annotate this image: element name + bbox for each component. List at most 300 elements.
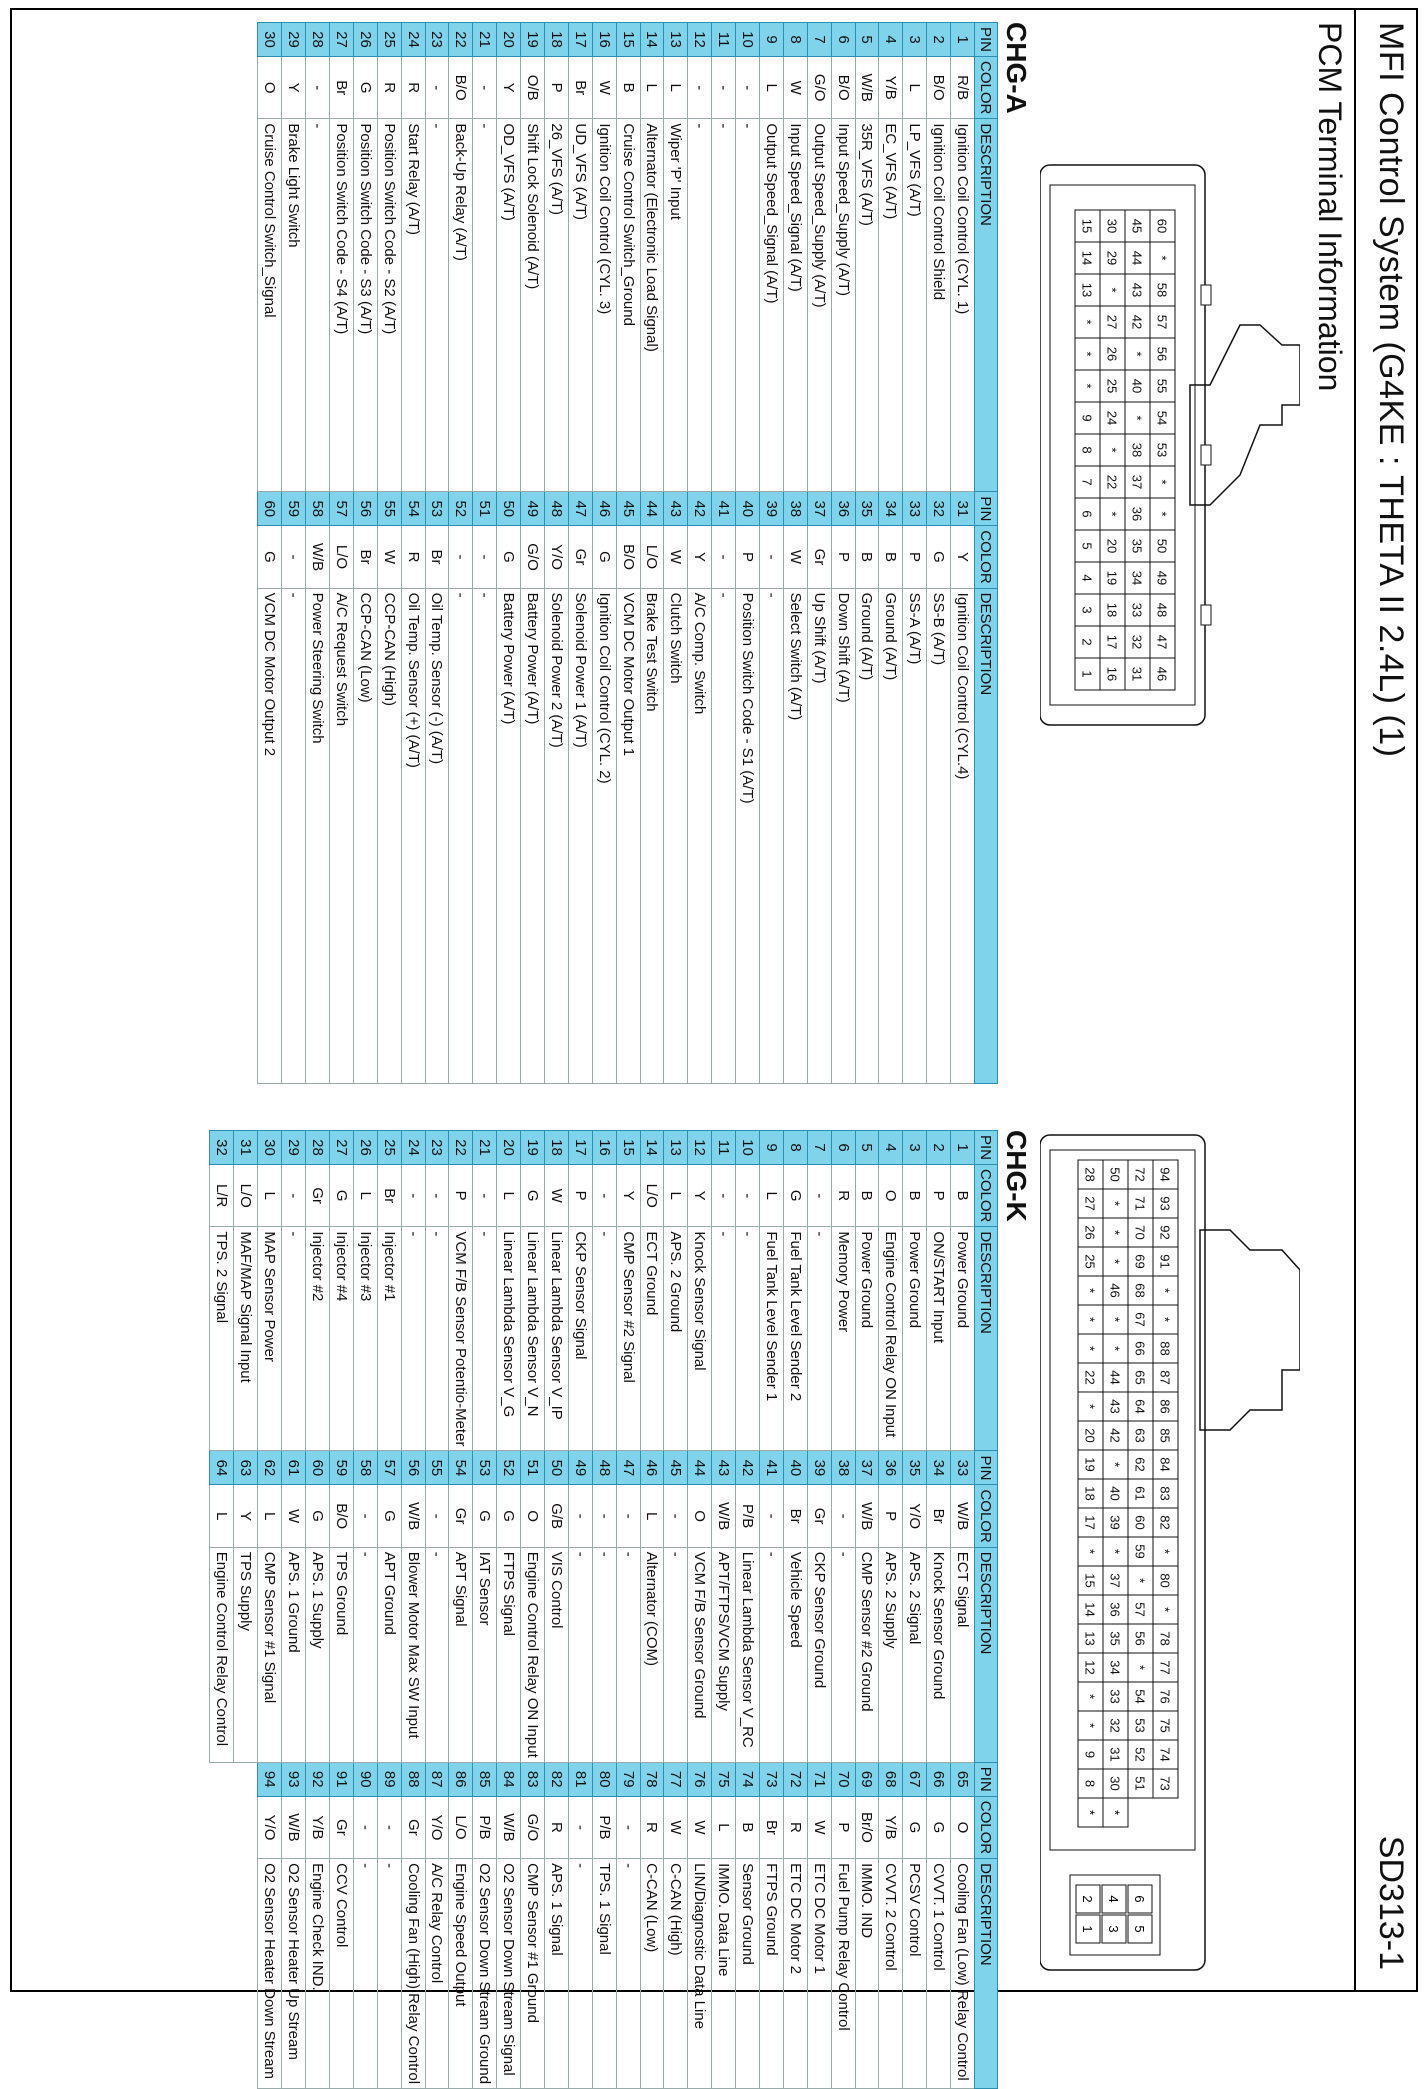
wire-color: L/O xyxy=(329,526,353,588)
pin-number: 93 xyxy=(282,1762,306,1796)
pin-number: 30 xyxy=(258,23,282,57)
pin-number: 33 xyxy=(951,1451,975,1485)
pin-label: 29 xyxy=(1104,250,1120,266)
column-header: COLOR xyxy=(975,526,998,588)
wire-color: G xyxy=(377,1485,401,1547)
wire-color: R xyxy=(831,1165,855,1227)
pin-description: Start Relay (A/T) xyxy=(401,119,425,492)
pin-number: 27 xyxy=(329,1131,353,1165)
pin-label: 28 xyxy=(1082,1167,1098,1182)
pin-number: 71 xyxy=(807,1762,831,1796)
wire-color: - xyxy=(353,1796,377,1858)
pin-number: 31 xyxy=(234,1131,258,1165)
wire-color: G xyxy=(927,1796,951,1858)
wire-color: B xyxy=(903,1165,927,1227)
connector-latch xyxy=(1200,1230,1300,1430)
pin-label: 32 xyxy=(1107,1718,1123,1733)
table-row xyxy=(759,1131,783,2089)
pin-number: 47 xyxy=(616,1451,640,1485)
pin-label: * xyxy=(1082,1316,1098,1323)
wire-color: - xyxy=(616,1485,640,1547)
pin-description: Down Shift (A/T) xyxy=(831,588,855,1083)
pin-number: 89 xyxy=(377,1762,401,1796)
pin-description: CKP Sensor Ground xyxy=(807,1547,831,1762)
wire-color: W/B xyxy=(497,1796,521,1858)
pin-label: 84 xyxy=(1157,1457,1173,1472)
wire-color: W xyxy=(783,526,807,588)
pin-label: 75 xyxy=(1157,1718,1173,1733)
wire-color: G xyxy=(329,1165,353,1227)
pin-label: 30 xyxy=(1107,1776,1123,1791)
pin-number: 3 xyxy=(903,23,927,57)
pin-label: 53 xyxy=(1154,442,1170,458)
pin-number: 18 xyxy=(544,1131,568,1165)
pin-number: 11 xyxy=(712,23,736,57)
pin-label: 14 xyxy=(1082,1602,1098,1617)
pin-description: TPS Supply xyxy=(234,1547,258,1762)
pin-description: SS-B (A/T) xyxy=(927,588,951,1083)
wire-color: G xyxy=(353,57,377,119)
pin-label: 83 xyxy=(1157,1486,1173,1501)
pin-label: 86 xyxy=(1157,1399,1173,1414)
table-row xyxy=(473,23,497,1084)
pin-number: 84 xyxy=(497,1762,521,1796)
pin-number: 16 xyxy=(592,23,616,57)
wire-color: Y xyxy=(688,1165,712,1227)
pin-description: Brake Light Switch xyxy=(282,119,306,492)
pin-label: 56 xyxy=(1154,346,1170,362)
wire-color: Y/B xyxy=(879,57,903,119)
pin-label: * xyxy=(1154,255,1170,261)
pin-description: Cruise Control Switch_Ground xyxy=(616,119,640,492)
pin-description: O2 Sensor Down Stream Signal xyxy=(497,1859,521,2089)
pin-label: 66 xyxy=(1132,1341,1148,1356)
connector-key xyxy=(1201,445,1211,465)
pin-description: - xyxy=(282,588,306,1083)
pin-description: ETC DC Motor 1 xyxy=(807,1859,831,2089)
wire-color: - xyxy=(592,1165,616,1227)
wire-color: - xyxy=(282,526,306,588)
pin-number: 80 xyxy=(592,1762,616,1796)
wire-color: - xyxy=(473,57,497,119)
pin-number: 41 xyxy=(712,492,736,526)
pin-number: 60 xyxy=(306,1451,330,1485)
pin-label: 71 xyxy=(1132,1196,1148,1211)
pin-description: SS-A (A/T) xyxy=(903,588,927,1083)
pin-number: 63 xyxy=(234,1451,258,1485)
wire-color: W xyxy=(592,57,616,119)
table-row xyxy=(377,1131,401,2089)
pin-description: Ignition Coil Control (CYL.4) xyxy=(951,588,975,1083)
pin-number: 48 xyxy=(544,492,568,526)
pin-description: - xyxy=(736,1227,760,1451)
wire-color: G xyxy=(306,1485,330,1547)
pin-description: ON/START Input xyxy=(927,1227,951,1451)
pin-description: O2 Sensor Heater Up Stream xyxy=(282,1859,306,2089)
wire-color: Y xyxy=(497,57,521,119)
pin-label: 17 xyxy=(1104,634,1120,650)
wire-color: R xyxy=(401,526,425,588)
wire-color: Gr xyxy=(807,526,831,588)
pin-number: 46 xyxy=(592,492,616,526)
pin-label: 18 xyxy=(1104,602,1120,618)
pin-number: 35 xyxy=(855,492,879,526)
pin-description: Input Speed_Supply (A/T) xyxy=(831,119,855,492)
pin-description: - xyxy=(712,588,736,1083)
pin-label: 33 xyxy=(1107,1689,1123,1704)
pin-number: 4 xyxy=(879,23,903,57)
wire-color: L/O xyxy=(640,1165,664,1227)
pin-label: * xyxy=(1107,1809,1123,1816)
pin-number: 65 xyxy=(951,1762,975,1796)
table-row xyxy=(903,1131,927,2089)
pin-label: 46 xyxy=(1107,1283,1123,1298)
wire-color: - xyxy=(592,1485,616,1547)
pin-description: A/C Request Switch xyxy=(329,588,353,1083)
wire-color: G/O xyxy=(807,57,831,119)
pin-label: 94 xyxy=(1157,1167,1173,1182)
wire-color: Br xyxy=(353,526,377,588)
table-row xyxy=(903,23,927,1084)
pin-description: C-CAN (Low) xyxy=(640,1859,664,2089)
connector-latch xyxy=(1190,325,1300,505)
pin-description: - xyxy=(473,1227,497,1451)
pin-number: 21 xyxy=(473,23,497,57)
pin-label: 47 xyxy=(1154,634,1170,650)
wire-color: L xyxy=(759,1165,783,1227)
chg-a-label: CHG-A xyxy=(1001,22,1032,114)
pin-number: 60 xyxy=(258,492,282,526)
wire-color: R xyxy=(401,57,425,119)
pin-label: 6 xyxy=(1079,510,1095,518)
chg-k-table xyxy=(210,1130,999,2089)
pin-label: 87 xyxy=(1157,1370,1173,1385)
column-header: PIN xyxy=(975,492,998,526)
pin-description: Fuel Tank Level Sender 1 xyxy=(759,1227,783,1451)
wire-color: O xyxy=(688,1485,712,1547)
pin-label: 62 xyxy=(1132,1457,1148,1472)
table-row xyxy=(951,23,975,1084)
wire-color: Gr xyxy=(401,1796,425,1858)
pin-label: 92 xyxy=(1157,1225,1173,1240)
column-header: DESCRIPTION xyxy=(975,1859,998,2089)
pin-label: 4 xyxy=(1106,1895,1121,1903)
wire-color: Br xyxy=(329,57,353,119)
pin-label: 88 xyxy=(1157,1341,1173,1356)
table-row xyxy=(497,23,521,1084)
pin-number: 18 xyxy=(544,23,568,57)
pin-number: 44 xyxy=(640,492,664,526)
wire-color: W xyxy=(664,526,688,588)
header-divider xyxy=(1354,8,1356,1992)
pin-number: 86 xyxy=(449,1762,473,1796)
pin-number: 29 xyxy=(282,23,306,57)
pin-number: 51 xyxy=(521,1451,545,1485)
pin-label: 43 xyxy=(1107,1399,1123,1414)
table-row xyxy=(712,23,736,1084)
table-row xyxy=(377,23,401,1084)
column-header: COLOR xyxy=(975,1165,998,1227)
pin-number: 26 xyxy=(353,23,377,57)
pin-description: Injector #1 xyxy=(377,1227,401,1451)
wire-color: R xyxy=(544,1796,568,1858)
table-row xyxy=(616,1131,640,2089)
pin-description: Up Shift (A/T) xyxy=(807,588,831,1083)
pin-description: CMP Sensor #1 Signal xyxy=(258,1547,282,1762)
pin-number: 47 xyxy=(568,492,592,526)
wire-color: Y/O xyxy=(903,1485,927,1547)
pin-number: 90 xyxy=(353,1762,377,1796)
pin-description: APT/FTPS/VCM Supply xyxy=(712,1547,736,1762)
pin-description: Oil Temp. Sensor (+) (A/T) xyxy=(401,588,425,1083)
pin-label: 18 xyxy=(1082,1486,1098,1501)
pin-label: * xyxy=(1082,1693,1098,1700)
pin-label: 69 xyxy=(1132,1254,1148,1269)
pin-number: 73 xyxy=(759,1762,783,1796)
pin-description: - xyxy=(831,1547,855,1762)
pin-label: 91 xyxy=(1157,1254,1173,1269)
wire-color: L xyxy=(759,57,783,119)
pin-description: Fuel Pump Relay Control xyxy=(831,1859,855,2089)
pin-description: Ignition Coil Control (CYL. 3) xyxy=(592,119,616,492)
wire-color: L xyxy=(664,1165,688,1227)
pin-label: 30 xyxy=(1104,218,1120,234)
pin-label: 67 xyxy=(1132,1312,1148,1327)
pin-number: 56 xyxy=(401,1451,425,1485)
wire-color: B xyxy=(616,57,640,119)
table-row xyxy=(807,1131,831,2089)
column-header: COLOR xyxy=(975,1485,998,1547)
pin-description: Solenoid Power 2 (A/T) xyxy=(544,588,568,1083)
table-row xyxy=(449,1131,473,2089)
pin-number: 11 xyxy=(712,1131,736,1165)
pin-number: 74 xyxy=(736,1762,760,1796)
pin-label: 25 xyxy=(1082,1254,1098,1269)
pin-description: - xyxy=(759,1547,783,1762)
pin-label: * xyxy=(1157,1287,1173,1294)
table-row xyxy=(425,23,449,1084)
pin-description: - xyxy=(425,1227,449,1451)
pin-description: Linear Lambda Sensor V_IP xyxy=(544,1227,568,1451)
wire-color: G xyxy=(783,1165,807,1227)
pin-label: 36 xyxy=(1107,1602,1123,1617)
table-row xyxy=(664,23,688,1084)
table-row xyxy=(568,1131,592,2089)
pin-description: Position Switch Code - S1 (A/T) xyxy=(736,588,760,1083)
table-row xyxy=(353,1131,377,2089)
pin-number: 26 xyxy=(353,1131,377,1165)
wire-color: - xyxy=(425,1485,449,1547)
pin-number: 28 xyxy=(306,1131,330,1165)
pin-description: 26_VFS (A/T) xyxy=(544,119,568,492)
pin-number: 12 xyxy=(688,23,712,57)
wire-color: Gr xyxy=(807,1485,831,1547)
wire-color: R/B xyxy=(951,57,975,119)
pin-description: VCM DC Motor Output 2 xyxy=(258,588,282,1083)
wire-color: W/B xyxy=(282,1796,306,1858)
pin-number: 81 xyxy=(568,1762,592,1796)
pin-number: 25 xyxy=(377,1131,401,1165)
table-row xyxy=(831,1131,855,2089)
wire-color: - xyxy=(282,1165,306,1227)
pin-label: 77 xyxy=(1157,1660,1173,1675)
pin-label: * xyxy=(1079,383,1095,389)
wire-color: Br xyxy=(377,1165,401,1227)
column-header: PIN xyxy=(975,1131,998,1165)
pin-number: 58 xyxy=(353,1451,377,1485)
wire-color: W/B xyxy=(951,1485,975,1547)
wire-color: - xyxy=(736,57,760,119)
pin-label: 3 xyxy=(1106,1925,1121,1933)
pin-description: Engine Control Relay ON Input xyxy=(879,1227,903,1451)
connector-key xyxy=(1201,285,1211,305)
wire-color: W xyxy=(807,1796,831,1858)
pin-description: Wiper 'P' Input xyxy=(664,119,688,492)
pin-description: - xyxy=(759,588,783,1083)
pin-number: 32 xyxy=(927,492,951,526)
pin-label: * xyxy=(1107,1200,1123,1207)
wire-color: B xyxy=(951,1165,975,1227)
table-row xyxy=(258,23,282,1084)
pin-label: 43 xyxy=(1129,282,1145,298)
table-row xyxy=(473,1131,497,2089)
pin-label: 48 xyxy=(1154,602,1170,618)
pin-label: 8 xyxy=(1079,446,1095,454)
table-row xyxy=(855,23,879,1084)
pin-number: 14 xyxy=(640,23,664,57)
wire-color: Br xyxy=(927,1485,951,1547)
pin-number: 24 xyxy=(401,1131,425,1165)
pin-number: 45 xyxy=(664,1451,688,1485)
pin-number: 67 xyxy=(903,1762,927,1796)
pin-description: Linear Lambda Sensor V_RC xyxy=(736,1547,760,1762)
pin-description: FTPS Ground xyxy=(759,1859,783,2089)
pin-label: * xyxy=(1107,1316,1123,1323)
pin-label: * xyxy=(1082,1722,1098,1729)
pin-number: 43 xyxy=(664,492,688,526)
pin-label: 73 xyxy=(1157,1776,1173,1791)
table-row xyxy=(521,23,545,1084)
wire-color: Br xyxy=(425,526,449,588)
pin-description: Brake Test Switch xyxy=(640,588,664,1083)
pin-description: Position Switch Code - S2 (A/T) xyxy=(377,119,401,492)
pin-number: 38 xyxy=(831,1451,855,1485)
wire-color: L xyxy=(640,1485,664,1547)
wire-color: Y xyxy=(951,526,975,588)
pin-description: - xyxy=(592,1227,616,1451)
pin-number: 16 xyxy=(592,1131,616,1165)
pin-label: 45 xyxy=(1129,218,1145,234)
pin-description: Battery Power (A/T) xyxy=(497,588,521,1083)
pin-description: - xyxy=(712,1227,736,1451)
pin-label: 9 xyxy=(1082,1750,1098,1759)
table-row xyxy=(855,1131,879,2089)
pin-description: - xyxy=(568,1547,592,1762)
pin-description: - xyxy=(616,1859,640,2089)
pin-label: 57 xyxy=(1132,1602,1148,1617)
pin-description: CVVT. 2 Control xyxy=(879,1859,903,2089)
pin-number: 42 xyxy=(736,1451,760,1485)
pin-number: 88 xyxy=(401,1762,425,1796)
wire-color: L xyxy=(497,1165,521,1227)
pin-description: - xyxy=(353,1859,377,2089)
pin-description: - xyxy=(449,588,473,1083)
pin-label: 31 xyxy=(1129,666,1145,682)
wire-color: - xyxy=(616,1796,640,1858)
pin-number: 57 xyxy=(329,492,353,526)
wire-color: R xyxy=(783,1796,807,1858)
pin-number: 1 xyxy=(951,1131,975,1165)
column-header: DESCRIPTION xyxy=(975,588,998,1083)
pin-number: 49 xyxy=(521,492,545,526)
wire-color: W xyxy=(377,526,401,588)
pin-label: 15 xyxy=(1079,218,1095,234)
wire-color: Br xyxy=(568,57,592,119)
wire-color: P xyxy=(927,1165,951,1227)
pin-label: 31 xyxy=(1107,1747,1123,1762)
pin-label: 14 xyxy=(1079,250,1095,266)
pin-label: 70 xyxy=(1132,1225,1148,1240)
wire-color: - xyxy=(568,1796,592,1858)
wire-color: W xyxy=(664,1796,688,1858)
pin-description: Oil Temp. Sensor (-) (A/T) xyxy=(425,588,449,1083)
table-row xyxy=(688,23,712,1084)
pin-label: 85 xyxy=(1157,1428,1173,1443)
pin-number: 12 xyxy=(688,1131,712,1165)
pin-label: 2 xyxy=(1080,1895,1095,1903)
pin-number: 24 xyxy=(401,23,425,57)
pin-number: 8 xyxy=(783,23,807,57)
pin-description: VCM F/B Sensor Ground xyxy=(688,1547,712,1762)
pin-number: 51 xyxy=(473,492,497,526)
pin-description: O2 Sensor Heater Down Stream xyxy=(258,1859,282,2089)
table-row xyxy=(879,1131,903,2089)
wire-color: W/B xyxy=(855,1485,879,1547)
pin-label: 26 xyxy=(1082,1225,1098,1240)
pin-number: 36 xyxy=(879,1451,903,1485)
table-row xyxy=(568,23,592,1084)
wire-color: L/O xyxy=(234,1165,258,1227)
wire-color: B/O xyxy=(449,57,473,119)
table-row xyxy=(640,23,664,1084)
table-row xyxy=(306,1131,330,2089)
pin-description: Cruise Control Switch_Signal xyxy=(258,119,282,492)
wire-color: P xyxy=(831,526,855,588)
pin-label: * xyxy=(1157,1548,1173,1555)
table-row xyxy=(401,1131,425,2089)
table-row xyxy=(927,23,951,1084)
pin-label: 44 xyxy=(1129,250,1145,266)
pin-number: 66 xyxy=(927,1762,951,1796)
pin-label: 40 xyxy=(1129,378,1145,394)
wire-color: O xyxy=(951,1796,975,1858)
wire-color: R xyxy=(377,57,401,119)
pin-description: CVVT. 1 Control xyxy=(927,1859,951,2089)
pin-number: 38 xyxy=(783,492,807,526)
pin-number: 2 xyxy=(927,23,951,57)
pin-description: APS. 1 Ground xyxy=(282,1547,306,1762)
pin-number: 23 xyxy=(425,1131,449,1165)
pin-number: 75 xyxy=(712,1762,736,1796)
pin-description: Cooling Fan (High) Relay Control xyxy=(401,1859,425,2089)
pin-number: 70 xyxy=(831,1762,855,1796)
pin-label: * xyxy=(1082,1345,1098,1352)
pin-number: 40 xyxy=(736,492,760,526)
pin-description: MAP Sensor Power xyxy=(258,1227,282,1451)
pin-label: 1 xyxy=(1080,1925,1095,1933)
wire-color: W xyxy=(688,1796,712,1858)
wire-color: L/R xyxy=(210,1165,234,1227)
